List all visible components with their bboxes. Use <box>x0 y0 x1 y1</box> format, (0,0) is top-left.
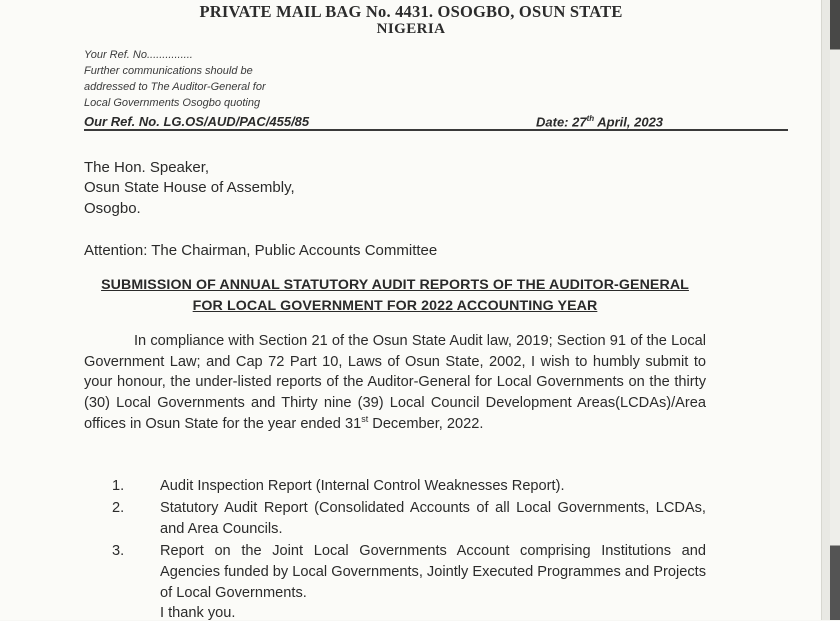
date-suffix: April, 2023 <box>594 114 664 130</box>
report-list <box>84 476 706 604</box>
our-reference: Our Ref. No. LG.OS/AUD/PAC/455/85 <box>84 114 310 129</box>
list-item <box>84 476 706 497</box>
address-line-1: PRIVATE MAIL BAG No. 4431. OSOGBO, OSUN STATE <box>199 2 623 21</box>
list-item <box>84 498 706 540</box>
addressee-line-1: The Hon. Speaker, <box>84 159 210 176</box>
addressee-line-3: Osogbo. <box>84 200 141 217</box>
date-prefix: Date: 27 <box>536 114 587 130</box>
communication-note-line-1: Further communications should be <box>84 65 253 77</box>
subject-heading-line-2: FOR LOCAL GOVERNMENT FOR 2022 ACCOUNTING YEAR <box>192 298 598 314</box>
addressee-line-2: Osun State House of Assembly, <box>84 179 295 196</box>
paragraph-ending: December, 2022. <box>368 415 484 432</box>
list-item <box>84 541 706 604</box>
body-paragraph <box>84 331 706 435</box>
list-item-number: 3. <box>112 543 125 559</box>
paragraph-main-text: In compliance with Section 21 of the Osun State Audit law, 2019; Section 91 of the Local Government Law; and Cap 72 Part 10, Laws of Osun State, 2002, I wish to humbly submit to your honour, the under-listed reports of the Auditor-General for Local Governments on the thirty (30) Local Governments and Thirty nine (39) Local Council Development Areas(LCDAs)/Area offices in Osun State for the year ended 31 <box>84 333 706 432</box>
your-ref-line: Your Ref. No............... <box>84 49 193 61</box>
paragraph-superscript: st <box>361 413 369 424</box>
communication-note-line-2: addressed to The Auditor-General for <box>84 81 266 93</box>
attention-line: Attention: The Chairman, Public Accounts Committee <box>84 242 438 259</box>
scan-edge-shadow <box>830 0 840 620</box>
closing-line: I thank you. <box>160 605 236 621</box>
list-item-number: 2. <box>112 500 125 516</box>
scan-edge <box>821 0 840 620</box>
list-item-text: Audit Inspection Report (Internal Control Weaknesses Report). <box>160 478 565 494</box>
list-item-number: 1. <box>112 478 125 494</box>
date-superscript: th <box>586 114 595 123</box>
list-item-text: Statutory Audit Report (Consolidated Accounts of all Local Governments, LCDAs, and Area Councils. <box>160 500 706 537</box>
header-rule <box>84 129 788 131</box>
address-line-2: NIGERIA <box>376 21 446 37</box>
list-item-text: Report on the Joint Local Governments Account comprising Institutions and Agencies funded by Local Governments, Jointly Executed Programmes and Projects of Local Governments. <box>160 543 706 601</box>
subject-heading-line-1: SUBMISSION OF ANNUAL STATUTORY AUDIT REPORTS OF THE AUDITOR-GENERAL <box>101 277 689 293</box>
letter-date <box>536 114 663 129</box>
communication-note-line-3: Local Governments Osogbo quoting <box>84 97 261 109</box>
